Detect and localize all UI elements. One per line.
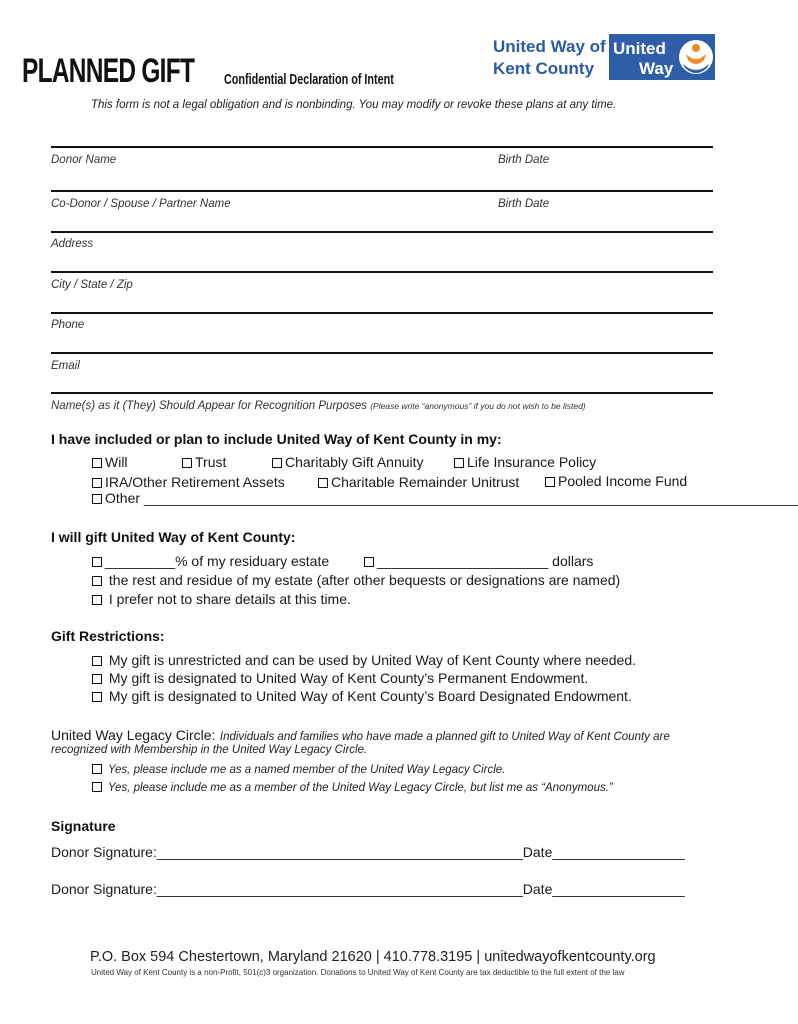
option-board-label: My gift is designated to United Way of Kent County’s Board Designated Endowment. (108, 688, 632, 704)
recognition-note: (Please write “anonymous” if you do not wish to be listed) (370, 401, 586, 411)
email-label: Email (51, 360, 80, 372)
donor-name-line[interactable] (51, 146, 713, 148)
logo-badge-line1: United (613, 39, 666, 58)
option-will[interactable] (92, 454, 128, 470)
option-anonymous-member[interactable] (92, 782, 613, 794)
page-subtitle: Confidential Declaration of Intent (224, 71, 394, 88)
option-ira-label: IRA/Other Retirement Assets (105, 474, 285, 490)
option-residuary[interactable] (92, 553, 329, 569)
option-residuary-label: _________% of my residuary estate (105, 553, 330, 569)
email-line[interactable] (51, 352, 713, 354)
address-line[interactable] (51, 231, 713, 233)
donor-name-label: Donor Name (51, 154, 117, 166)
city-line[interactable] (51, 271, 713, 273)
checkbox-icon[interactable] (92, 576, 102, 586)
option-named-member[interactable] (92, 764, 505, 776)
signature-heading: Signature (51, 818, 116, 834)
donor-signature-1[interactable]: Donor Signature:_______________________________________________Date_________________ (51, 844, 685, 860)
option-rest-residue[interactable] (92, 572, 620, 588)
option-permanent-label: My gift is designated to United Way of Kent County’s Permanent Endowment. (108, 670, 589, 686)
option-will-label: Will (105, 454, 128, 470)
address-label: Address (51, 238, 94, 250)
checkbox-icon[interactable] (92, 692, 102, 702)
checkbox-icon[interactable] (318, 478, 328, 488)
united-way-logo (609, 34, 715, 80)
checkbox-icon[interactable] (92, 764, 102, 774)
option-pooled-income-label: Pooled Income Fund (558, 473, 688, 489)
recognition-label-text: Name(s) as it (They) Should Appear for Recognition Purposes (51, 400, 367, 412)
option-annuity[interactable] (272, 454, 424, 470)
gift-heading: I will gift United Way of Kent County: (51, 529, 296, 545)
footer-disclaimer: United Way of Kent County is a non-Profit, 501(c)3 organization. Donations to United Way of Kent County are tax deductible to the full extent of the law (91, 968, 625, 977)
option-unitrust[interactable] (318, 474, 519, 490)
option-permanent[interactable] (92, 670, 588, 686)
option-unitrust-label: Charitable Remainder Unitrust (331, 474, 520, 490)
option-life-insurance-label: Life Insurance Policy (467, 454, 597, 470)
option-unrestricted-label: My gift is unrestricted and can be used by United Way of Kent County where needed. (108, 652, 636, 668)
phone-line[interactable] (51, 312, 713, 314)
checkbox-icon[interactable] (545, 477, 555, 487)
page-title: PLANNED GIFT (22, 52, 195, 90)
footer-address: P.O. Box 594 Chestertown, Maryland 21620 | 410.778.3195 | unitedwayofkentcounty.org (90, 949, 656, 965)
birth-date-label: Birth Date (498, 154, 550, 166)
option-board[interactable] (92, 688, 632, 704)
checkbox-icon[interactable] (92, 494, 102, 504)
option-other[interactable] (92, 490, 798, 506)
recognition-label (51, 400, 586, 412)
option-unrestricted[interactable] (92, 652, 636, 668)
checkbox-icon[interactable] (454, 458, 464, 468)
checkbox-icon[interactable] (272, 458, 282, 468)
option-prefer-not[interactable] (92, 591, 351, 607)
option-prefer-not-label: I prefer not to share details at this time. (108, 591, 351, 607)
option-pooled-income[interactable] (545, 473, 687, 489)
option-annuity-label: Charitably Gift Annuity (285, 454, 424, 470)
logo-text-line2: Kent County (493, 59, 595, 78)
co-donor-label: Co-Donor / Spouse / Partner Name (51, 198, 231, 210)
option-ira[interactable] (92, 474, 285, 490)
logo-text-line1: United Way of (493, 37, 606, 56)
legacy-line1 (51, 727, 670, 745)
donor-signature-2[interactable]: Donor Signature:_______________________________________________Date_________________ (51, 881, 685, 897)
option-other-label: Other ____________________________________________________________________________________ (105, 490, 798, 506)
option-trust[interactable] (182, 454, 226, 470)
legacy-desc-2: recognized with Membership in the United Way Legacy Circle. (51, 744, 368, 756)
checkbox-icon[interactable] (364, 557, 374, 567)
option-trust-label: Trust (195, 454, 227, 470)
included-heading: I have included or plan to include United Way of Kent County in my: (51, 431, 502, 447)
checkbox-icon[interactable] (182, 458, 192, 468)
option-rest-residue-label: the rest and residue of my estate (after other bequests or designations are named) (108, 572, 621, 588)
option-dollars[interactable] (364, 553, 593, 569)
option-anonymous-member-label: Yes, please include me as a member of the United Way Legacy Circle, but list me as “Anonymous.” (108, 782, 613, 794)
co-donor-line[interactable] (51, 190, 713, 192)
checkbox-icon[interactable] (92, 458, 102, 468)
logo-text (493, 36, 606, 80)
checkbox-icon[interactable] (92, 674, 102, 684)
intro-text: This form is not a legal obligation and is nonbinding. You may modify or revoke these plans at any time. (91, 99, 617, 111)
birth-date-label-2: Birth Date (498, 198, 550, 210)
checkbox-icon[interactable] (92, 595, 102, 605)
option-dollars-label: ______________________ dollars (377, 553, 594, 569)
checkbox-icon[interactable] (92, 478, 102, 488)
legacy-title: United Way Legacy Circle: (51, 727, 216, 743)
logo-badge-line2: Way (639, 59, 674, 78)
phone-label: Phone (51, 319, 85, 331)
checkbox-icon[interactable] (92, 557, 102, 567)
checkbox-icon[interactable] (92, 782, 102, 792)
restrictions-heading: Gift Restrictions: (51, 628, 165, 644)
checkbox-icon[interactable] (92, 656, 102, 666)
option-named-member-label: Yes, please include me as a named member of the United Way Legacy Circle. (108, 764, 506, 776)
legacy-desc-1: Individuals and families who have made a planned gift to United Way of Kent County are (219, 731, 670, 743)
recognition-line[interactable] (51, 392, 713, 394)
option-life-insurance[interactable] (454, 454, 596, 470)
city-state-zip-label: City / State / Zip (51, 279, 133, 291)
